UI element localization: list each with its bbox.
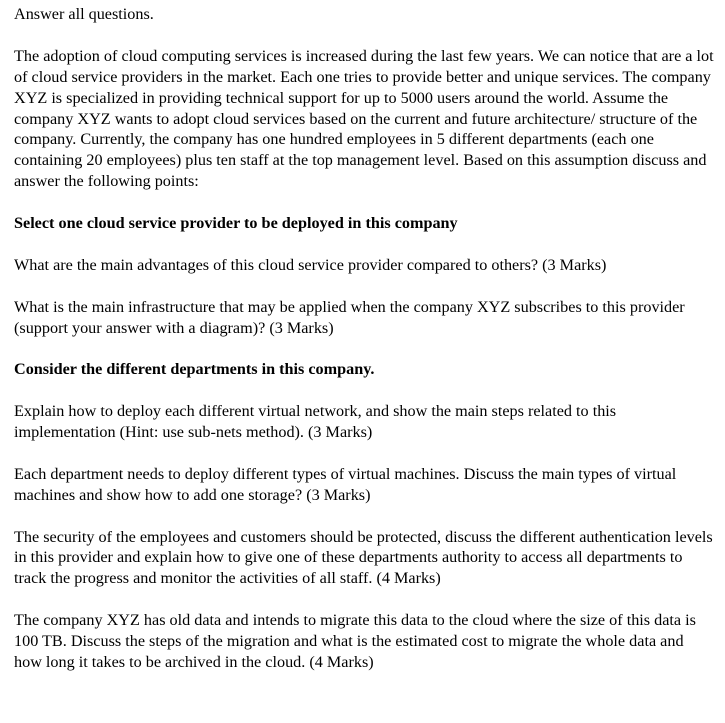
document-body [14,0,714,673]
paragraph-gap [14,192,714,213]
question-security: The security of the employees and customers should be protected, discuss the different authentication levels in this provider and explain how to give one of these departments authority to access all departments to track the progress and monitor the activities of all staff. (4 Marks) [14,527,713,588]
instruction-text: Answer all questions. [14,5,154,23]
scenario-paragraph: The adoption of cloud computing services is increased during the last few years. We can notice that are a lot of cloud service providers in the market. Each one tries to provide better and unique services. The company XYZ is specialized in providing technical support for up to 5000 users around the world. Assume the company XYZ wants to adopt cloud services based on the current and future architecture/ structure of the company. Currently, the company has one hundred employees in 5 different departments (each one containing 20 employees) plus ten staff at the top management level. Based on this assumption discuss and answer the following points: [14,46,714,191]
question-advantages: What are the main advantages of this cloud service provider compared to others? (3 Marks) [14,255,607,274]
question-virtual-network: Explain how to deploy each different virtual network, and show the main steps related to this implementation (Hint: use sub-nets method). (3 Marks) [14,402,617,442]
paragraph-gap [14,25,714,46]
section-heading-departments: Consider the different departments in this company. [14,360,375,379]
paragraph-gap [14,380,714,401]
paragraph-gap [14,443,714,464]
question-infrastructure: What is the main infrastructure that may be applied when the company XYZ subscribes to this provider (support your answer with a diagram)? (3 Marks) [14,297,685,337]
paragraph-gap [14,338,714,359]
paragraph-gap [14,589,714,610]
paragraph-gap [14,506,714,527]
paragraph-gap [14,234,714,255]
section-heading-provider: Select one cloud service provider to be deployed in this company [14,214,458,233]
paragraph-gap [14,276,714,297]
question-virtual-machines: Each department needs to deploy different types of virtual machines. Discuss the main types of virtual machines and show how to add one storage? (3 Marks) [14,464,677,504]
question-migration: The company XYZ has old data and intends to migrate this data to the cloud where the size of this data is 100 TB. Discuss the steps of the migration and what is the estimated cost to migrate the whole data and how long it takes to be archived in the cloud. (4 Marks) [14,611,696,671]
